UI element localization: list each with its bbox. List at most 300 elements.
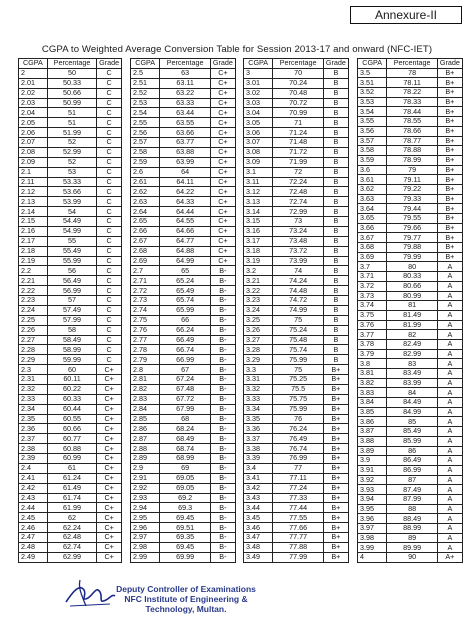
percentage-cell: 74.48 [273,286,323,296]
grade-cell: C [97,138,122,148]
cgpa-cell: 2.15 [19,217,48,227]
percentage-cell: 62 [47,513,96,523]
percentage-cell: 75.99 [273,404,323,414]
percentage-cell: 61.99 [47,503,96,513]
grade-cell: A [437,291,462,301]
cgpa-cell: 2.08 [19,147,48,157]
table-row [358,88,463,98]
percentage-cell: 60.77 [47,434,96,444]
table-row [244,315,349,325]
grade-cell: B+ [437,165,462,175]
grade-cell: B- [210,542,235,552]
table-row [19,355,122,365]
percentage-cell: 66.74 [160,345,210,355]
percentage-cell: 60.99 [47,454,96,464]
cgpa-cell: 2.85 [131,414,160,424]
percentage-cell: 82.49 [387,339,437,349]
grade-cell: B [323,305,348,315]
table-row [244,325,349,335]
grade-cell: C+ [97,533,122,543]
table-row [131,296,236,306]
percentage-cell: 66.49 [160,335,210,345]
cgpa-cell: 2.12 [19,187,48,197]
percentage-cell: 64.11 [160,177,210,187]
percentage-cell: 87.99 [387,494,437,504]
percentage-cell: 64.88 [160,246,210,256]
cgpa-cell: 2.78 [131,345,160,355]
percentage-cell: 69.51 [160,523,210,533]
cgpa-cell: 3.51 [358,78,387,88]
table-row [131,384,236,394]
cgpa-cell: 2.09 [19,157,48,167]
table-row [358,107,463,117]
table-row [244,365,349,375]
table-row [131,246,236,256]
cgpa-cell: 2.6 [131,167,160,177]
cgpa-cell: 3.8 [358,359,387,369]
percentage-cell: 60.55 [47,414,96,424]
cgpa-cell: 2.61 [131,177,160,187]
grade-cell: A+ [437,553,462,563]
percentage-cell: 53.33 [47,177,96,187]
table-row [244,384,349,394]
grade-cell: C [97,325,122,335]
table-row [19,463,122,473]
cgpa-cell: 2.31 [19,375,48,385]
percentage-cell: 78.77 [387,136,437,146]
table-row [19,207,122,217]
cgpa-cell: 3.69 [358,252,387,262]
grade-cell: B+ [323,454,348,464]
grade-cell: B [323,108,348,118]
table-row [244,286,349,296]
cgpa-cell: 3.17 [244,236,273,246]
cgpa-cell: 2.81 [131,375,160,385]
percentage-cell: 73.99 [273,256,323,266]
cgpa-cell: 3.64 [358,204,387,214]
table-row [358,436,463,446]
cgpa-cell: 3.79 [358,349,387,359]
percentage-cell: 86.49 [387,456,437,466]
percentage-cell: 71.24 [273,128,323,138]
table-row [244,197,349,207]
percentage-cell: 90 [387,553,437,563]
grade-cell: B+ [437,175,462,185]
cgpa-cell: 3.57 [358,136,387,146]
grade-cell: C [97,315,122,325]
cgpa-cell: 2.24 [19,305,48,315]
table-row [358,543,463,553]
grade-cell: C+ [210,256,235,266]
cgpa-cell: 3.06 [244,128,273,138]
grade-cell: B [323,207,348,217]
cgpa-cell: 3.01 [244,78,273,88]
cgpa-cell: 3.35 [244,414,273,424]
table-row [131,493,236,503]
grade-cell: A [437,359,462,369]
grade-cell: B [323,167,348,177]
percentage-cell: 76 [273,414,323,424]
percentage-cell: 77.99 [273,552,323,562]
cgpa-cell: 3.9 [358,456,387,466]
percentage-cell: 77.11 [273,473,323,483]
cgpa-cell: 2.77 [131,335,160,345]
percentage-cell: 79.55 [387,214,437,224]
grade-cell: C [97,246,122,256]
percentage-cell: 77.33 [273,493,323,503]
table-row [19,167,122,177]
table-row [19,404,122,414]
percentage-cell: 69.99 [160,552,210,562]
grade-cell: B [323,78,348,88]
percentage-cell: 68.99 [160,454,210,464]
table-row [131,404,236,414]
table-row [244,542,349,552]
table-row [19,454,122,464]
cgpa-cell: 3.58 [358,146,387,156]
cgpa-cell: 3.81 [358,369,387,379]
grade-cell: C+ [210,246,235,256]
percentage-cell: 78.88 [387,146,437,156]
percentage-cell: 78.99 [387,155,437,165]
table-row [19,266,122,276]
cgpa-cell: 2.19 [19,256,48,266]
percentage-cell: 75.5 [273,384,323,394]
cgpa-cell: 3.14 [244,207,273,217]
grade-cell: B- [210,266,235,276]
cgpa-cell: 2.89 [131,454,160,464]
cgpa-cell: 3.11 [244,177,273,187]
percentage-cell: 54.99 [47,226,96,236]
grade-cell: A [437,485,462,495]
table-row [244,226,349,236]
table-row [358,204,463,214]
percentage-cell: 66.99 [160,355,210,365]
percentage-cell: 60.22 [47,384,96,394]
cgpa-cell: 3.54 [358,107,387,117]
cgpa-cell: 3.26 [244,325,273,335]
table-row [19,187,122,197]
table-row [131,78,236,88]
percentage-cell: 74 [273,266,323,276]
table-row [244,246,349,256]
table-row [244,552,349,562]
table-row [19,533,122,543]
table-row [358,407,463,417]
percentage-cell: 51.99 [47,128,96,138]
grade-cell: B+ [437,252,462,262]
percentage-cell: 67 [160,365,210,375]
grade-cell: C [97,355,122,365]
table-row [358,184,463,194]
cgpa-cell: 2.29 [19,355,48,365]
cgpa-cell: 2.92 [131,483,160,493]
percentage-cell: 53.99 [47,197,96,207]
percentage-cell: 79.66 [387,223,437,233]
table-row [19,78,122,88]
cgpa-cell: 3.38 [244,444,273,454]
percentage-cell: 83.99 [387,378,437,388]
percentage-cell: 61.24 [47,473,96,483]
table-row [131,177,236,187]
table-row [19,424,122,434]
cgpa-cell: 2.4 [19,463,48,473]
table-row [358,388,463,398]
percentage-cell: 63.44 [160,108,210,118]
grade-cell: C [97,305,122,315]
table-row [131,552,236,562]
percentage-cell: 56.99 [47,286,96,296]
percentage-cell: 59.99 [47,355,96,365]
cgpa-cell: 2.79 [131,355,160,365]
percentage-cell: 78.11 [387,78,437,88]
percentage-cell: 86 [387,446,437,456]
percentage-cell: 81 [387,301,437,311]
signature-caption [86,584,286,614]
cgpa-cell: 2.07 [19,138,48,148]
grade-cell: A [437,504,462,514]
table-row [358,330,463,340]
cgpa-cell: 2.27 [19,335,48,345]
conversion-table-3 [243,58,349,563]
cgpa-cell: 2.17 [19,236,48,246]
percentage-cell: 84 [387,388,437,398]
cgpa-cell: 2.71 [131,276,160,286]
grade-cell: C+ [210,217,235,227]
table-row [19,434,122,444]
table-row [19,493,122,503]
cgpa-cell: 2.42 [19,483,48,493]
percentage-cell: 79.99 [387,252,437,262]
cgpa-cell: 2.94 [131,503,160,513]
table-row [358,349,463,359]
cgpa-cell: 3.62 [358,184,387,194]
cgpa-cell: 2.54 [131,108,160,118]
percentage-cell: 57.49 [47,305,96,315]
percentage-cell: 78.22 [387,88,437,98]
percentage-cell: 76.24 [273,424,323,434]
cgpa-cell: 2.73 [131,296,160,306]
page-title: CGPA to Weighted Average Conversion Table for Session 2013-17 and onward (NFC-IET) [41,44,433,55]
table-row [131,345,236,355]
grade-cell: C [97,226,122,236]
cgpa-cell: 2.06 [19,128,48,138]
table-row [244,276,349,286]
table-row [131,414,236,424]
percentage-cell: 75.99 [273,355,323,365]
grade-cell: B- [210,315,235,325]
grade-cell: B- [210,286,235,296]
table-row [19,542,122,552]
cgpa-cell: 3.95 [358,504,387,514]
grade-cell: A [437,378,462,388]
grade-cell: C [97,98,122,108]
grade-cell: B+ [323,523,348,533]
percentage-cell: 67.48 [160,384,210,394]
table-row [244,375,349,385]
cgpa-cell: 2.63 [131,197,160,207]
grade-cell: C+ [97,394,122,404]
table-row [244,266,349,276]
table-row [358,427,463,437]
cgpa-cell: 3.08 [244,147,273,157]
table-header-row [358,59,463,69]
cgpa-cell: 3.36 [244,424,273,434]
table-row [244,345,349,355]
grade-cell: B+ [323,384,348,394]
column-header: Percentage [387,59,437,69]
grade-cell: A [437,417,462,427]
percentage-cell: 63.33 [160,98,210,108]
percentage-cell: 70.24 [273,78,323,88]
cgpa-cell: 3.98 [358,533,387,543]
grade-cell: A [437,398,462,408]
percentage-cell: 62.99 [47,552,96,562]
percentage-cell: 87 [387,475,437,485]
grade-cell: B- [210,552,235,562]
table-row [244,454,349,464]
grade-cell: B+ [437,184,462,194]
grade-cell: B+ [323,394,348,404]
table-row [131,542,236,552]
cgpa-cell: 2.67 [131,236,160,246]
grade-cell: C+ [97,483,122,493]
cgpa-cell: 3.16 [244,226,273,236]
grade-cell: B+ [323,444,348,454]
grade-cell: A [437,543,462,553]
grade-cell: C+ [210,157,235,167]
table-header-row [19,59,122,69]
grade-cell: B+ [437,136,462,146]
table-row [131,138,236,148]
table-row [244,335,349,345]
table-row [19,118,122,128]
table-row [244,483,349,493]
cgpa-cell: 2.13 [19,197,48,207]
percentage-cell: 66 [160,315,210,325]
table-row [244,147,349,157]
table-row [358,475,463,485]
cgpa-cell: 2.35 [19,414,48,424]
percentage-cell: 63.22 [160,88,210,98]
conversion-table-4 [357,58,463,563]
grade-cell: A [437,330,462,340]
table-row [131,375,236,385]
cgpa-cell: 3.67 [358,233,387,243]
cgpa-cell: 3.66 [358,223,387,233]
percentage-cell: 80.99 [387,291,437,301]
table-row [244,463,349,473]
cgpa-cell: 2.22 [19,286,48,296]
percentage-cell: 51 [47,118,96,128]
percentage-cell: 65.24 [160,276,210,286]
cgpa-cell: 2.1 [19,167,48,177]
grade-cell: A [437,494,462,504]
grade-cell: A [437,310,462,320]
grade-cell: A [437,262,462,272]
cgpa-cell: 3.96 [358,514,387,524]
table-row [244,513,349,523]
percentage-cell: 70.72 [273,98,323,108]
percentage-cell: 87.49 [387,485,437,495]
grade-cell: B+ [437,243,462,253]
grade-cell: C+ [97,473,122,483]
cgpa-cell: 3.7 [358,262,387,272]
percentage-cell: 81.99 [387,320,437,330]
grade-cell: B- [210,424,235,434]
percentage-cell: 65.99 [160,305,210,315]
table-row [358,514,463,524]
grade-cell: C [97,276,122,286]
percentage-cell: 80 [387,262,437,272]
cgpa-cell: 3.72 [358,281,387,291]
percentage-cell: 67.99 [160,404,210,414]
grade-cell: C+ [210,187,235,197]
table-row [358,320,463,330]
grade-cell: C [97,187,122,197]
percentage-cell: 79.77 [387,233,437,243]
cgpa-cell: 3.42 [244,483,273,493]
table-row [358,291,463,301]
grade-cell: A [437,456,462,466]
cgpa-cell: 2.56 [131,128,160,138]
percentage-cell: 55.99 [47,256,96,266]
signature-line-3: Technology, Multan. [145,604,227,614]
column-header: Percentage [273,59,323,69]
grade-cell: C+ [210,147,235,157]
grade-cell: C+ [97,375,122,385]
percentage-cell: 85.49 [387,427,437,437]
percentage-cell: 72.48 [273,187,323,197]
grade-cell: C [97,217,122,227]
grade-cell: B- [210,404,235,414]
grade-cell: A [437,388,462,398]
table-row [19,226,122,236]
table-row [358,524,463,534]
cgpa-cell: 3.04 [244,108,273,118]
percentage-cell: 60.11 [47,375,96,385]
grade-cell: A [437,436,462,446]
cgpa-cell: 2.96 [131,523,160,533]
percentage-cell: 74.99 [273,305,323,315]
cgpa-cell: 2.34 [19,404,48,414]
percentage-cell: 75 [273,365,323,375]
grade-cell: B [323,157,348,167]
percentage-cell: 69.05 [160,473,210,483]
percentage-cell: 70.48 [273,88,323,98]
conversion-tables [18,58,464,563]
table-row [131,483,236,493]
cgpa-cell: 2.01 [19,78,48,88]
percentage-cell: 68.49 [160,434,210,444]
grade-cell: B [323,68,348,78]
table-row [131,68,236,78]
table-row [131,365,236,375]
grade-cell: B [323,118,348,128]
cgpa-cell: 3.55 [358,117,387,127]
percentage-cell: 80.66 [387,281,437,291]
grade-cell: C [97,177,122,187]
cgpa-cell: 2.99 [131,552,160,562]
table-row [358,533,463,543]
grade-cell: B [323,266,348,276]
table-row [358,359,463,369]
percentage-cell: 77.66 [273,523,323,533]
table-row [131,434,236,444]
percentage-cell: 68.74 [160,444,210,454]
cgpa-cell: 2.93 [131,493,160,503]
table-row [131,256,236,266]
